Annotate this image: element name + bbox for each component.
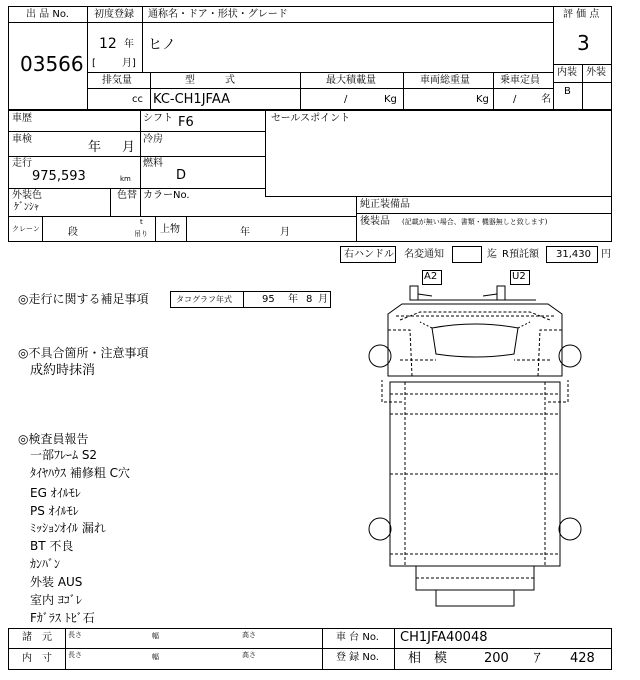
name-change-box <box>452 246 482 263</box>
chassis-label: 車 台 No. <box>336 632 379 643</box>
inspector-title: ◎検査員報告 <box>18 432 89 446</box>
r-mileage-label: R預託額 <box>502 249 539 260</box>
equipment-label: 純正装備品 <box>360 199 410 210</box>
type-label: 型 式 <box>185 75 235 86</box>
r-mileage-value: 31,430 <box>556 249 591 260</box>
first-reg-year-unit: 年 <box>124 39 134 50</box>
displacement-unit: cc <box>132 94 143 105</box>
inspector-line: EG ｵｲﾙﾓﾚ <box>30 486 81 500</box>
model-name: ヒノ <box>148 37 176 53</box>
currency-unit: 円 <box>601 249 611 260</box>
crane-label: クレーン <box>12 225 40 233</box>
reg-class: 200 <box>484 651 509 666</box>
interior-label: 内装 <box>557 67 577 78</box>
inspection-year-unit: 年 <box>88 140 102 155</box>
first-reg-month-open: [ <box>92 58 96 69</box>
shift-value: F6 <box>178 115 194 130</box>
sales-point-label: セールスポイント <box>271 113 351 124</box>
first-reg-month-unit: 月] <box>122 58 136 69</box>
height-label: 高さ <box>242 631 256 639</box>
inspection-month-unit: 月 <box>122 140 136 155</box>
crane-stage: 段 <box>68 227 78 238</box>
score-label: 評 価 点 <box>563 9 600 20</box>
crane-t: t <box>140 218 143 226</box>
interior-height-label: 高さ <box>242 651 256 659</box>
inspector-line: ｶﾝﾊﾞﾝ <box>30 557 61 571</box>
defects-title: ◎不具合箇所・注意事項 <box>18 346 149 360</box>
dims-label: 諸 元 <box>22 632 52 643</box>
color-change-label: 色替 <box>117 190 137 201</box>
tachograph-year-unit: 年 <box>288 294 298 305</box>
interior-width-label: 幅 <box>152 653 159 661</box>
until-label: 迄 <box>487 249 497 260</box>
upper-year-unit: 年 <box>240 227 250 238</box>
capacity-unit: 名 <box>541 94 551 105</box>
length-label: 長さ <box>68 631 82 639</box>
max-load-value: / <box>344 94 348 105</box>
capacity-value: / <box>513 94 517 105</box>
tachograph-label: タコグラフ年式 <box>176 295 232 304</box>
upper-month-unit: 月 <box>280 227 290 238</box>
driving-title: ◎走行に関する補足事項 <box>18 292 149 306</box>
interior-length-label: 長さ <box>68 651 82 659</box>
gross-weight-label: 車両総重量 <box>420 75 470 86</box>
mark-a2: A2 <box>424 271 438 282</box>
reg-kana: ｱ <box>534 651 541 666</box>
fuel-value: D <box>176 168 187 183</box>
history-label: 車歴 <box>12 113 32 124</box>
first-reg-year: 12 <box>99 36 117 52</box>
inspector-line: PS ｵｲﾙﾓﾚ <box>30 504 79 518</box>
name-change-label: 名変通知 <box>404 249 444 260</box>
displacement-label: 排気量 <box>102 75 132 86</box>
inspector-line: 一部ﾌﾚｰﾑ S2 <box>30 448 98 462</box>
inspector-line: ﾐｯｼｮﾝｵｲﾙ 漏れ <box>30 521 106 535</box>
truck-damage-diagram <box>340 264 610 628</box>
interior-dims-label: 内 寸 <box>22 653 52 664</box>
max-load-unit: Kg <box>384 94 397 105</box>
inspection-label: 車検 <box>12 134 32 145</box>
reg-place: 相 模 <box>408 651 448 666</box>
width-label: 幅 <box>152 632 159 640</box>
inspector-line: ﾀｲﾔﾊｳｽ 補修粗 C穴 <box>30 466 131 480</box>
inspector-line: Fｶﾞﾗｽ ﾄﾋﾞ石 <box>30 611 95 625</box>
lot-no-label: 出 品 No. <box>26 9 69 20</box>
color-value: ｹﾞﾝｼｬ <box>14 202 39 213</box>
max-load-label: 最大積載量 <box>326 75 376 86</box>
inspector-line: 外装 AUS <box>30 575 83 589</box>
mileage-unit: km <box>120 175 131 183</box>
tachograph-year: 95 <box>262 294 275 305</box>
footer-frame <box>8 628 612 670</box>
cooler-label: 冷房 <box>143 134 163 145</box>
crane-hang: 吊り <box>134 230 148 238</box>
steering: 右ハンドル <box>344 249 394 260</box>
first-reg-label: 初度登録 <box>94 9 134 20</box>
mileage-label: 走行 <box>12 158 32 169</box>
chassis-value: CH1JFA40048 <box>400 630 488 645</box>
reg-label: 登 録 No. <box>336 652 379 663</box>
color-label: 外装色 <box>12 190 42 201</box>
shift-label: シフト <box>143 113 173 124</box>
inspector-line: BT 不良 <box>30 539 74 553</box>
tachograph-month-unit: 月 <box>318 294 328 305</box>
tachograph-month: 8 <box>306 294 313 305</box>
fuel-label: 燃料 <box>143 158 163 169</box>
mileage-value: 975,593 <box>32 169 86 184</box>
model-name-label: 通称名・ドア・形状・グレード <box>148 9 288 20</box>
aftermarket-note: (記載が無い場合、書類・機器無しと致します) <box>402 218 548 226</box>
type-value: KC-CH1JFAA <box>153 92 230 107</box>
color-no-label: カラーNo. <box>143 190 190 201</box>
lot-no: 03566 <box>20 52 84 76</box>
interior-grade: B <box>564 86 571 97</box>
exterior-label: 外装 <box>586 67 606 78</box>
capacity-label: 乗車定員 <box>500 75 540 86</box>
mark-u2: U2 <box>512 271 526 282</box>
aftermarket-label: 後装品 <box>360 216 390 227</box>
inspector-line: 室内 ﾖｺﾞﾚ <box>30 593 82 607</box>
gross-weight-unit: Kg <box>476 94 489 105</box>
score-value: 3 <box>577 31 590 55</box>
defects-line: 成約時抹消 <box>30 363 96 378</box>
upper-label: 上物 <box>160 224 180 235</box>
reg-number: 428 <box>570 651 595 666</box>
